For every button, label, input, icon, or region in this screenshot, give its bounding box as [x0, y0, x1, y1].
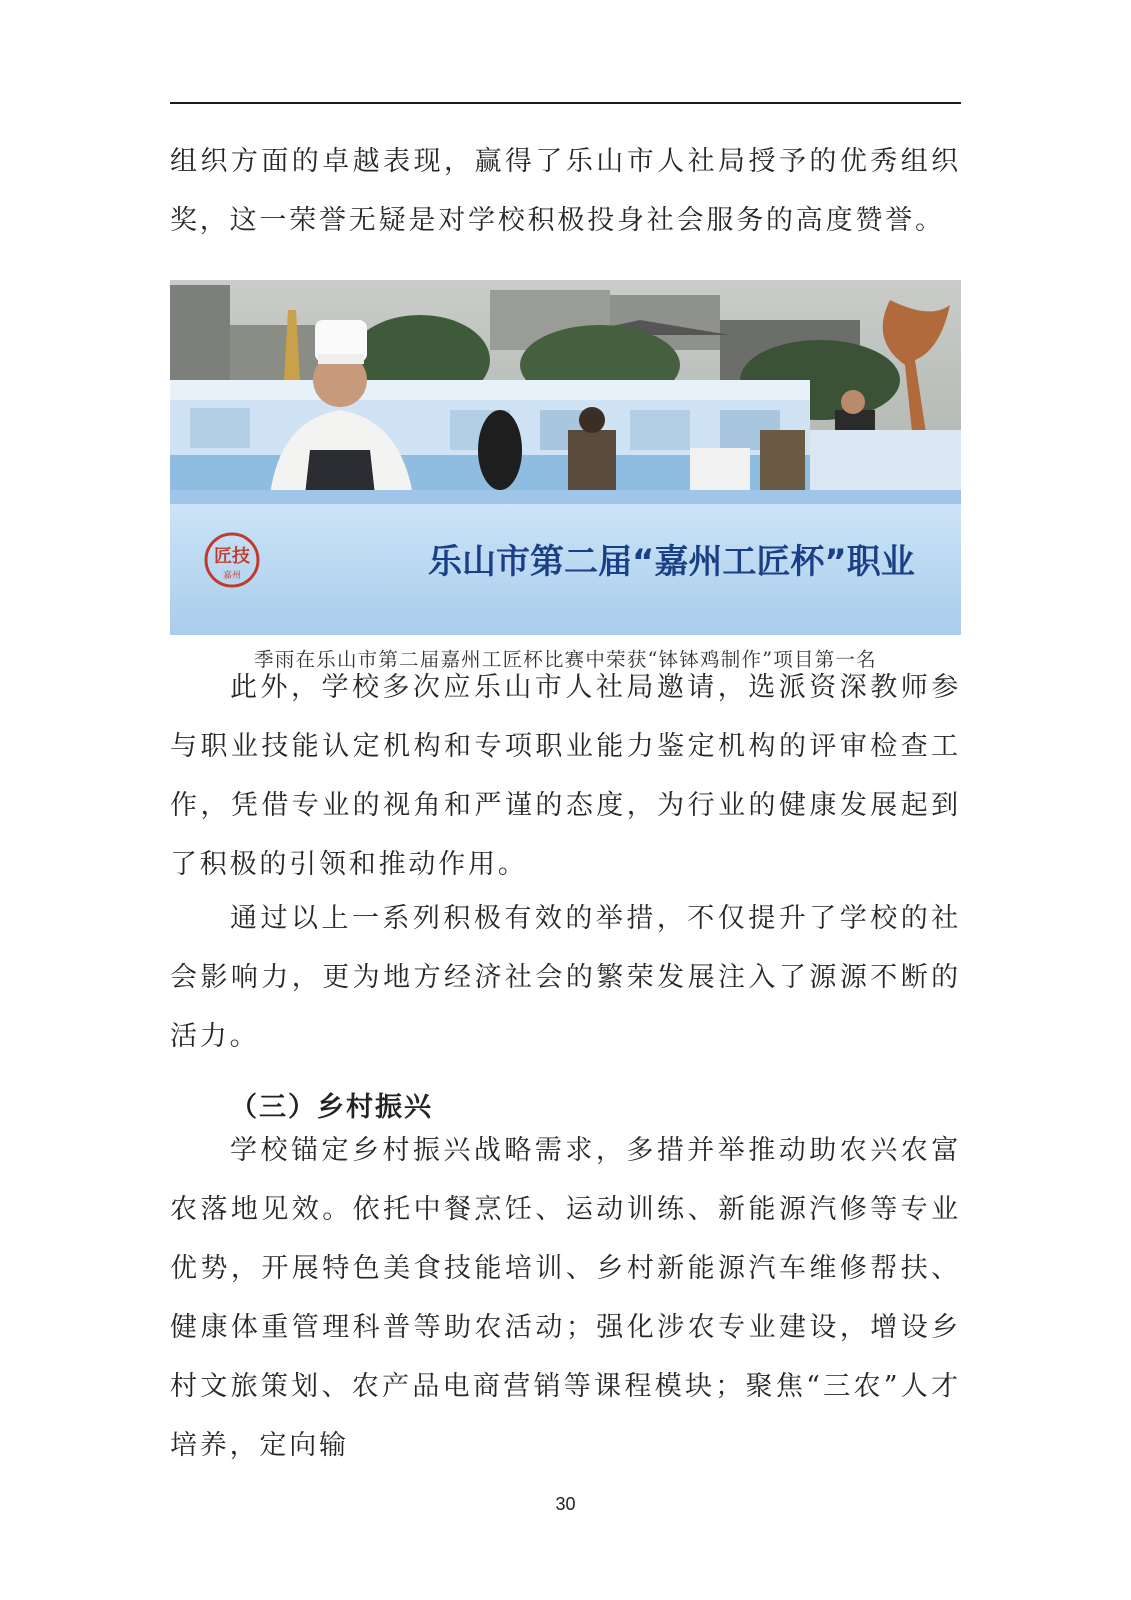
- chef-apron: [305, 450, 375, 495]
- paragraph-summary: 通过以上一系列积极有效的举措，不仅提升了学校的社会影响力，更为地方经济社会的繁荣发展注入了源源不断的活力。: [170, 903, 961, 1052]
- header-rule: [170, 102, 961, 104]
- banner-logo-text: 匠技: [214, 546, 250, 567]
- building-left: [170, 285, 230, 380]
- photo-caption: 季雨在乐山市第二届嘉州工匠杯比赛中荣获“钵钵鸡制作”项目第一名: [254, 648, 877, 671]
- paragraph-expert-review: 此外，学校多次应乐山市人社局邀请，选派资深教师参与职业技能认定机构和专项职业能力鉴定机构的评审检查工作，凭借专业的视角和严谨的态度，为行业的健康发展起到了积极的引领和推动作用。: [170, 672, 961, 880]
- photo-chef-competition: [170, 280, 961, 635]
- section-heading-rural-revitalization: （三）乡村振兴: [230, 1092, 433, 1123]
- page-number: 30: [555, 1494, 576, 1514]
- paragraph-award: 组织方面的卓越表现，赢得了乐山市人社局授予的优秀组织奖，这一荣誉无疑是对学校积极投身社会服务的高度赞誉。: [170, 146, 961, 236]
- paragraph-rural-revitalization: 学校锚定乡村振兴战略需求，多措并举推动助农兴农富农落地见效。依托中餐烹饪、运动训练、新能源汽修等专业优势，开展特色美食技能培训、乡村新能源汽车维修帮扶、健康体重管理科普等助农活动；强化涉农专业建设，增设乡村文旅策划、农产品电商营销等课程模块；聚焦“三农”人才培养，定向输: [170, 1135, 961, 1461]
- banner-title: 乐山市第二届“嘉州工匠杯”职业: [428, 542, 915, 582]
- banner-logo-sub: 嘉州: [222, 571, 242, 581]
